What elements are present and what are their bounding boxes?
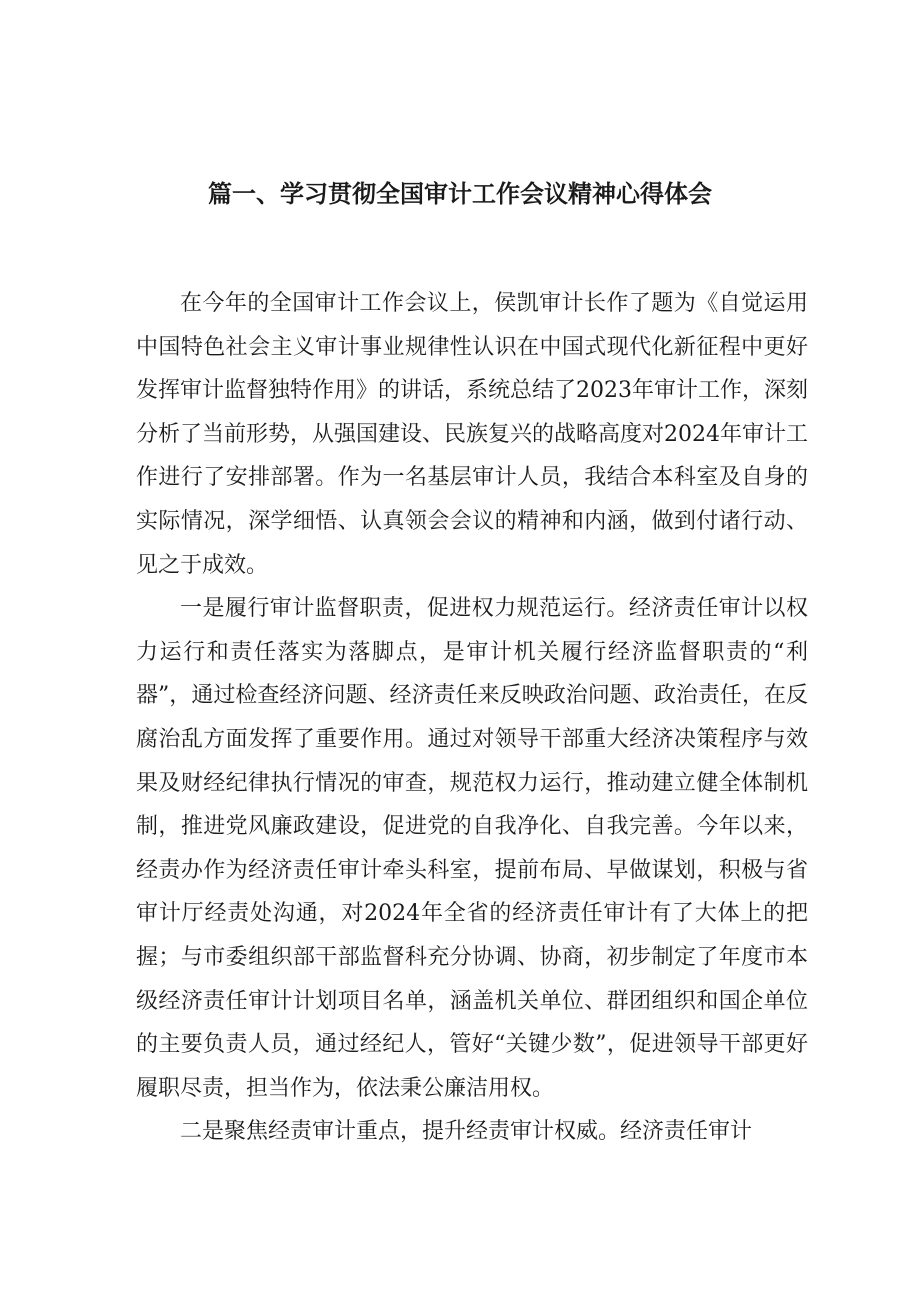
paragraph-intro: 在今年的全国审计工作会议上，侯凯审计长作了题为《自觉运用中国特色社会主义审计事业规律性认识在中国式现代化新征程中更好发挥审计监督独特作用》的讲话，系统总结了2023年审计工作，深刻分析了当前形势，从强国建设、民族复兴的战略高度对2024年审计工作进行了安排部署。作为一名基层审计人员，我结合本科室及自身的实际情况，深学细悟、认真领会会议的精神和内涵，做到付诸行动、见之于成效。 bbox=[136, 291, 808, 578]
paragraph-point-two: 二是聚焦经责审计重点，提升经责审计权威。经济责任审计 bbox=[180, 1119, 753, 1145]
document-title: 篇一、学习贯彻全国审计工作会议精神心得体会 bbox=[208, 180, 712, 208]
paragraph-point-one: 一是履行审计监督职责，促进权力规范运行。经济责任审计以权力运行和责任落实为落脚点，是审计机关履行经济监督职责的“利器”，通过检查经济问题、经济责任来反映政治问题、政治责任，在反腐治乱方面发挥了重要作用。通过对领导干部重大经济决策程序与效果及财经纪律执行情况的审查，规范权力运行，推动建立健全体制机制，推进党风廉政建设，促进党的自我净化、自我完善。今年以来，经责办作为经济责任审计牵头科室，提前布局、早做谋划，积极与省审计厅经责处沟通，对2024年全省的经济责任审计有了大体上的把握；与市委组织部干部监督科充分协调、协商，初步制定了年度市本级经济责任审计计划项目名单，涵盖机关单位、群团组织和国企单位的主要负责人员，通过经纪人，管好“关键少数”，促进领导干部更好履职尽责，担当作为，依法秉公廉洁用权。 bbox=[136, 596, 808, 1101]
document-body bbox=[136, 282, 808, 1154]
